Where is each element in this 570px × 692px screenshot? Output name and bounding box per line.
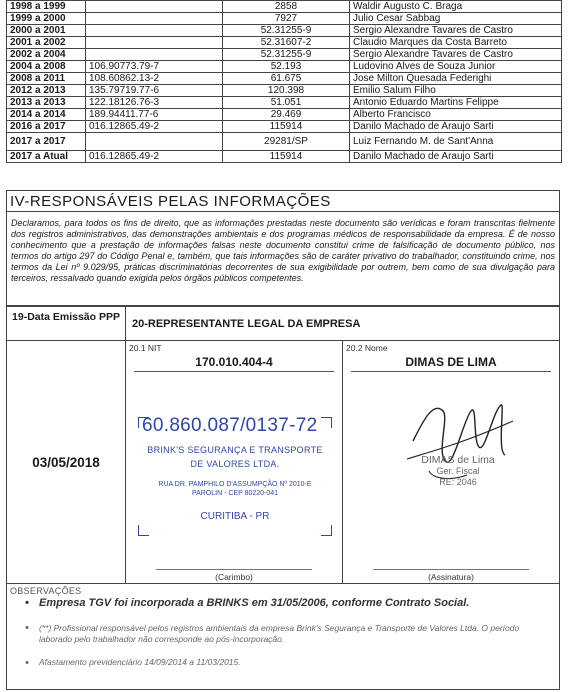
observations-box	[6, 584, 560, 690]
nit-cell: 016.12865.49-2	[86, 151, 223, 163]
registro-cell: 52.31255-9	[223, 25, 350, 37]
emission-column	[7, 307, 126, 583]
registro-cell: 7927	[223, 13, 350, 25]
registro-cell: 2858	[223, 1, 350, 13]
period-cell: 2004 a 2008	[7, 61, 86, 73]
registro-cell: 61.675	[223, 73, 350, 85]
name-cell: Sergio Alexandre Tavares de Castro	[350, 49, 562, 61]
name-cell: Danilo Machado de Araujo Sarti	[350, 151, 562, 163]
representative-name: DIMAS DE LIMA	[405, 355, 497, 369]
name-cell: Ludovino Alves de Souza Junior	[350, 61, 562, 73]
stamp-company-line1: BRINK'S SEGURANÇA E TRANSPORTE	[147, 445, 323, 455]
name-cell: Claudio Marques da Costa Barreto	[350, 37, 562, 49]
registro-cell: 29281/SP	[223, 133, 350, 151]
nit-cell: 122.18126.76-3	[86, 97, 223, 109]
company-stamp	[138, 415, 332, 545]
name-cell: Danilo Machado de Araujo Sarti	[350, 121, 562, 133]
period-cell: 2013 a 2013	[7, 97, 86, 109]
registro-cell: 52.193	[223, 61, 350, 73]
registro-cell: 52.31607-2	[223, 37, 350, 49]
period-cell: 2002 a 2004	[7, 49, 86, 61]
stamp-corner	[138, 525, 149, 536]
name-cell	[343, 341, 559, 583]
name-cell: Waldir Augusto C. Braga	[350, 1, 562, 13]
carimbo-label: (Carimbo)	[215, 572, 253, 582]
responsible-row	[7, 151, 562, 163]
registro-cell: 51.051	[223, 97, 350, 109]
period-cell: 2017 a 2017	[7, 133, 86, 151]
observation-item: • Empresa TGV foi incorporada a BRINKS em 31/05/2006, conforme Contrato Social.	[25, 597, 470, 609]
responsible-row	[7, 49, 562, 61]
responsible-row	[7, 121, 562, 133]
registro-cell: 29.469	[223, 109, 350, 121]
responsible-row	[7, 61, 562, 73]
nit-cell: 016.12865.49-2	[86, 121, 223, 133]
registro-cell: 115914	[223, 121, 350, 133]
nit-cell: 135.79719.77-6	[86, 85, 223, 97]
nit-label: 20.1 NIT	[129, 343, 162, 353]
period-cell: 2016 a 2017	[7, 121, 86, 133]
divider	[351, 371, 551, 372]
responsible-row	[7, 37, 562, 49]
signature-stamp-role: Ger. Fiscal	[436, 466, 480, 476]
stamp-cnpj: 60.860.087/0137-72	[142, 415, 318, 436]
responsible-row	[7, 13, 562, 25]
name-cell: Emilio Salum Filho	[350, 85, 562, 97]
name-label: 20.2 Nome	[346, 343, 388, 353]
registro-cell: 115914	[223, 151, 350, 163]
registro-cell: 120.398	[223, 85, 350, 97]
name-cell: Jose Milton Quesada Federighi	[350, 73, 562, 85]
stamp-city: CURITIBA - PR	[200, 511, 270, 522]
period-cell: 1999 a 2000	[7, 13, 86, 25]
declaration-text: Declaramos, para todos os fins de direito, que as informações prestadas neste documento são verídicas e foram transcritas fielmente dos registros administrativos, das demonstrações ambientais e dos programas médicos de responsabilidade da empresa. É de nosso conhecimento que a prestação de informações falsas neste documento constitui crime de falsificação de documento público, nos termos do artigo 297 do Código Penal e, também, que tais informações são de caráter privativo do trabalhador, constituindo crime, nos termos da Lei nº 9.029/95, práticas discriminatórias decorrentes de sua exigibilidade por outrem, bem como de sua divulgação para terceiros, ressalvado quando exigida pelos órgãos públicos competentes.	[6, 212, 560, 306]
period-cell: 1998 a 1999	[7, 1, 86, 13]
nit-cell: 189.94411.77-6	[86, 109, 223, 121]
responsible-row	[7, 85, 562, 97]
stamp-company-line2: DE VALORES LTDA.	[190, 459, 280, 469]
responsible-row	[7, 133, 562, 151]
signature-stamp-name: DIMAS de Lima	[421, 454, 495, 466]
observation-item: • (**) Profissional responsável pelos registros ambientais da empresa Brink's Segurança e Transporte de Valores Ltda. O período laborado pelo trabalhador não corresponde ao pós-incorporação.	[25, 622, 520, 644]
bullet: •	[25, 622, 29, 634]
responsible-row	[7, 25, 562, 37]
representative-header: 20-REPRESENTANTE LEGAL DA EMPRESA	[126, 307, 559, 341]
period-cell: 2008 a 2011	[7, 73, 86, 85]
assinatura-label: (Assinatura)	[428, 572, 474, 582]
stamp-corner	[321, 525, 332, 536]
section-title: IV-RESPONSÁVEIS PELAS INFORMAÇÕES	[6, 190, 560, 212]
responsible-row	[7, 1, 562, 13]
nit-cell	[126, 341, 343, 583]
responsibles-table	[6, 0, 562, 163]
name-cell: Antonio Eduardo Martins Felippe	[350, 97, 562, 109]
name-cell: Luiz Fernando M. de Sant'Anna	[350, 133, 562, 151]
nit-cell	[86, 37, 223, 49]
responsible-row	[7, 109, 562, 121]
nit-cell	[86, 13, 223, 25]
responsible-row	[7, 97, 562, 109]
ppp-document-page	[4, 0, 566, 692]
stamp-corner	[321, 417, 332, 428]
name-cell: Alberto Francisco	[350, 109, 562, 121]
responsible-row	[7, 73, 562, 85]
registro-cell: 52.31255-9	[223, 49, 350, 61]
signature-block	[6, 306, 560, 584]
name-cell: Julio Cesar Sabbag	[350, 13, 562, 25]
period-cell: 2012 a 2013	[7, 85, 86, 97]
nit-cell: 108.60862.13-2	[86, 73, 223, 85]
signature-stamp	[403, 455, 513, 488]
period-cell: 2001 a 2002	[7, 37, 86, 49]
divider	[134, 371, 334, 372]
assinatura-line	[373, 569, 529, 570]
signature-stamp-re: RE: 2046	[439, 477, 477, 487]
nit-cell	[86, 49, 223, 61]
bullet: •	[25, 657, 29, 669]
observations-title: OBSERVAÇÕES	[10, 586, 82, 596]
bullet: •	[25, 597, 29, 609]
stamp-address-line2: PAROLIN - CEP 80220-041	[191, 490, 279, 497]
nit-cell	[86, 25, 223, 37]
emission-date: 03/05/2018	[32, 455, 100, 470]
observations-list	[7, 596, 559, 667]
name-cell: Sergio Alexandre Tavares de Castro	[350, 25, 562, 37]
period-cell: 2017 a Atual	[7, 151, 86, 163]
nit-cell	[86, 1, 223, 13]
nit-cell: 106.90773.79-7	[86, 61, 223, 73]
nit-cell	[86, 133, 223, 151]
nit-value: 170.010.404-4	[195, 355, 273, 369]
carimbo-line	[156, 569, 312, 570]
period-cell: 2000 a 2001	[7, 25, 86, 37]
period-cell: 2014 a 2014	[7, 109, 86, 121]
observation-item: • Afastamento previdenciário 14/09/2014 a 11/03/2015.	[25, 657, 241, 669]
emission-date-label: 19-Data Emissão PPP	[7, 307, 125, 341]
stamp-address-line1: RUA DR. PAMPHILO D'ASSUMPÇÃO Nº 2010-E	[158, 481, 312, 488]
